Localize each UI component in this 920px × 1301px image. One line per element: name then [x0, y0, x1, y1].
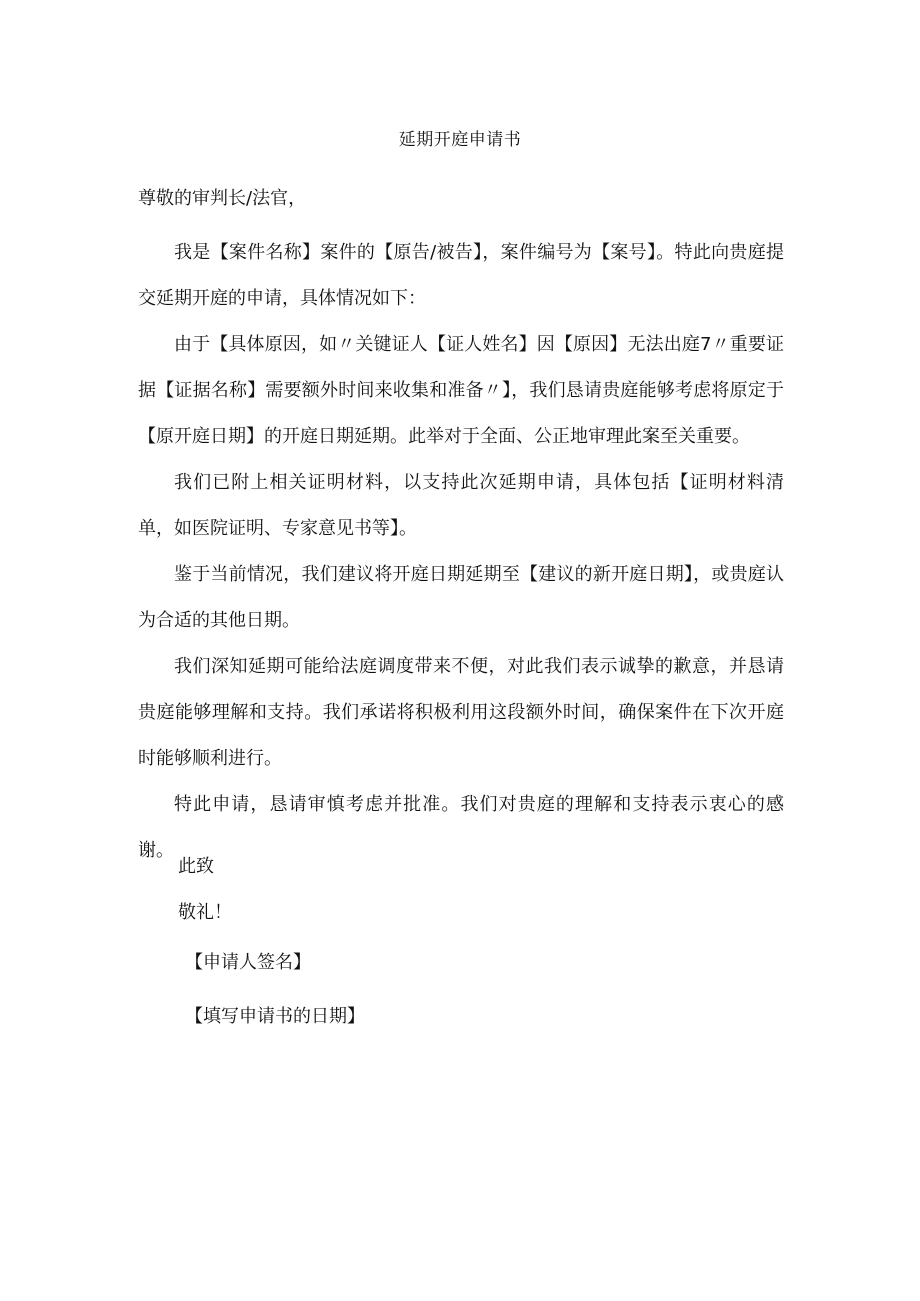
paragraph-request: 特此申请，恳请审慎考虑并批准。我们对贵庭的理解和支持表示衷心的感谢。	[138, 794, 784, 861]
paragraph-new-date: 鉴于当前情况，我们建议将开庭日期延期至【建议的新开庭日期】，或贵庭认为合适的其他日期。	[138, 564, 784, 631]
paragraph-evidence: 我们已附上相关证明材料，以支持此次延期申请，具体包括【证明材料清单，如医院证明、专家意见书等】。	[138, 472, 784, 539]
closing-cizhi: 此致	[178, 856, 214, 877]
closing-jingli: 敬礼！	[178, 902, 232, 923]
paragraph-intro: 我是【案件名称】案件的【原告/被告】，案件编号为【案号】。特此向贵庭提交延期开庭的申请，具体情况如下：	[138, 242, 784, 309]
applicant-signature: 【申请人签名】	[185, 952, 311, 973]
paragraph-apology: 我们深知延期可能给法庭调度带来不便，对此我们表示诚挚的歉意，并恳请贵庭能够理解和支持。我们承诺将积极利用这段额外时间，确保案件在下次开庭时能够顺利进行。	[138, 656, 784, 769]
salutation: 尊敬的审判长/法官，	[138, 188, 307, 209]
application-date: 【填写申请书的日期】	[185, 1006, 365, 1027]
document-body	[138, 230, 784, 874]
paragraph-reason: 由于【具体原因，如〃关键证人【证人姓名】因【原因】无法出庭7〃重要证据【证据名称】需要额外时间来收集和准备〃】，我们恳请贵庭能够考虑将原定于【原开庭日期】的开庭日期延期。此举对于全面、公正地审理此案至关重要。	[138, 334, 784, 447]
document-title: 延期开庭申请书	[398, 130, 522, 150]
